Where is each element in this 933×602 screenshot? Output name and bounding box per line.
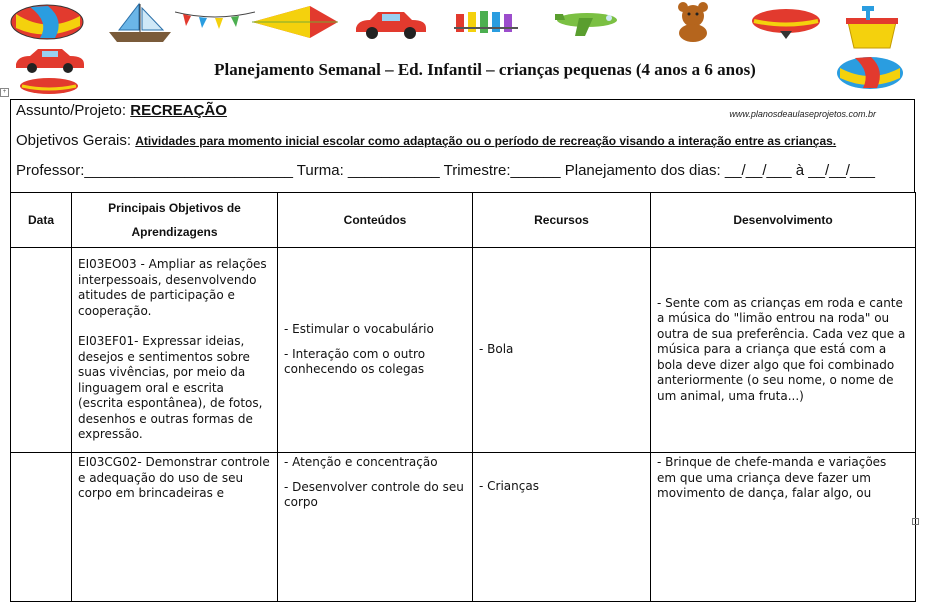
sand-bucket-icon <box>840 4 904 50</box>
website-label: www.planosdeaulaseprojetos.com.br <box>729 109 876 119</box>
spinning-top-icon <box>18 76 80 96</box>
table-row <box>11 248 916 453</box>
date-cell[interactable] <box>11 248 72 453</box>
resources-cell: - Bola <box>473 248 651 453</box>
header-objectives <box>72 193 278 248</box>
meta-line: Professor:_________________________ Turma: ___________ Trimestre:______ Planejamento dos dias: __/__/___ à __/__/___ <box>16 162 875 179</box>
development-cell: - Sente com as crianças em roda e cante a música do "limão entrou na roda" ou outra de sua preferência. Cada vez que a música para a criança que está com a bola deve dizer algo que foi combinado anteriormente (o seu nome, o nome de um animal, uma fruta...) <box>651 248 916 453</box>
header-contents: Conteúdos <box>278 193 473 248</box>
content-item: - Estimular o vocabulário <box>284 322 434 337</box>
header-resources: Recursos <box>473 193 651 248</box>
development-cell: - Brinque de chefe-manda e variações em que uma criança deve fazer um movimento de dança, falar algo, ou <box>651 453 916 602</box>
sailboat-icon <box>105 2 175 44</box>
airplane-icon <box>545 6 627 38</box>
header-development: Desenvolvimento <box>651 193 916 248</box>
header-date: Data <box>11 193 72 248</box>
header-objectives-line1: Principais Objetivos de <box>108 201 241 215</box>
header-box <box>10 99 915 192</box>
goals-label: Objetivos Gerais: <box>16 132 132 149</box>
table-row <box>11 453 916 602</box>
teddy-bear-icon <box>660 2 726 42</box>
goals-line <box>16 132 836 149</box>
subject-value: RECREAÇÃO <box>130 102 227 119</box>
table-header-row <box>11 193 916 248</box>
beach-ball-icon <box>10 4 85 40</box>
move-handle-icon[interactable]: + <box>0 88 9 97</box>
resources-cell: - Crianças <box>473 453 651 602</box>
subject-label: Assunto/Projeto: <box>16 102 127 119</box>
planning-table <box>10 192 916 602</box>
spinning-top-icon <box>750 6 822 40</box>
kite-icon <box>250 4 340 40</box>
objectives-cell <box>72 453 278 602</box>
objective-text: EI03EO03 - Ampliar as relações interpessoais, desenvolvendo atitudes de participação e cooperação. <box>78 257 267 318</box>
content-item: - Desenvolver controle do seu corpo <box>284 479 464 509</box>
objectives-cell <box>72 248 278 453</box>
date-cell[interactable] <box>11 453 72 602</box>
beach-ball-icon <box>835 56 905 90</box>
objective-text: EI03CG02- Demonstrar controle e adequação do uso de seu corpo em brincadeiras e <box>78 455 270 500</box>
xylophone-icon <box>452 6 524 38</box>
toys-banner <box>0 0 933 100</box>
resize-handle-icon[interactable] <box>912 518 919 525</box>
content-item: - Interação com o outro conhecendo os colegas <box>284 346 426 377</box>
header-objectives-line2: Aprendizagens <box>131 225 218 239</box>
toy-car-icon <box>352 8 430 40</box>
document-title: Planejamento Semanal – Ed. Infantil – crianças pequenas (4 anos a 6 anos) <box>214 60 756 79</box>
toy-car-icon <box>12 46 88 74</box>
subject-line <box>16 102 227 119</box>
content-item: - Atenção e concentração <box>284 455 438 469</box>
goals-value: Atividades para momento inicial escolar como adaptação ou o período de recreação visando a interação entre as crianças. <box>135 134 837 148</box>
objective-text: EI03EF01- Expressar ideias, desejos e sentimentos sobre suas vivências, por meio da linguagem oral e escrita (escrita espontânea), de fotos, desenhos e outras formas de expressão. <box>78 334 263 442</box>
bunting-icon <box>175 8 255 32</box>
contents-cell <box>278 453 473 602</box>
contents-cell <box>278 248 473 453</box>
